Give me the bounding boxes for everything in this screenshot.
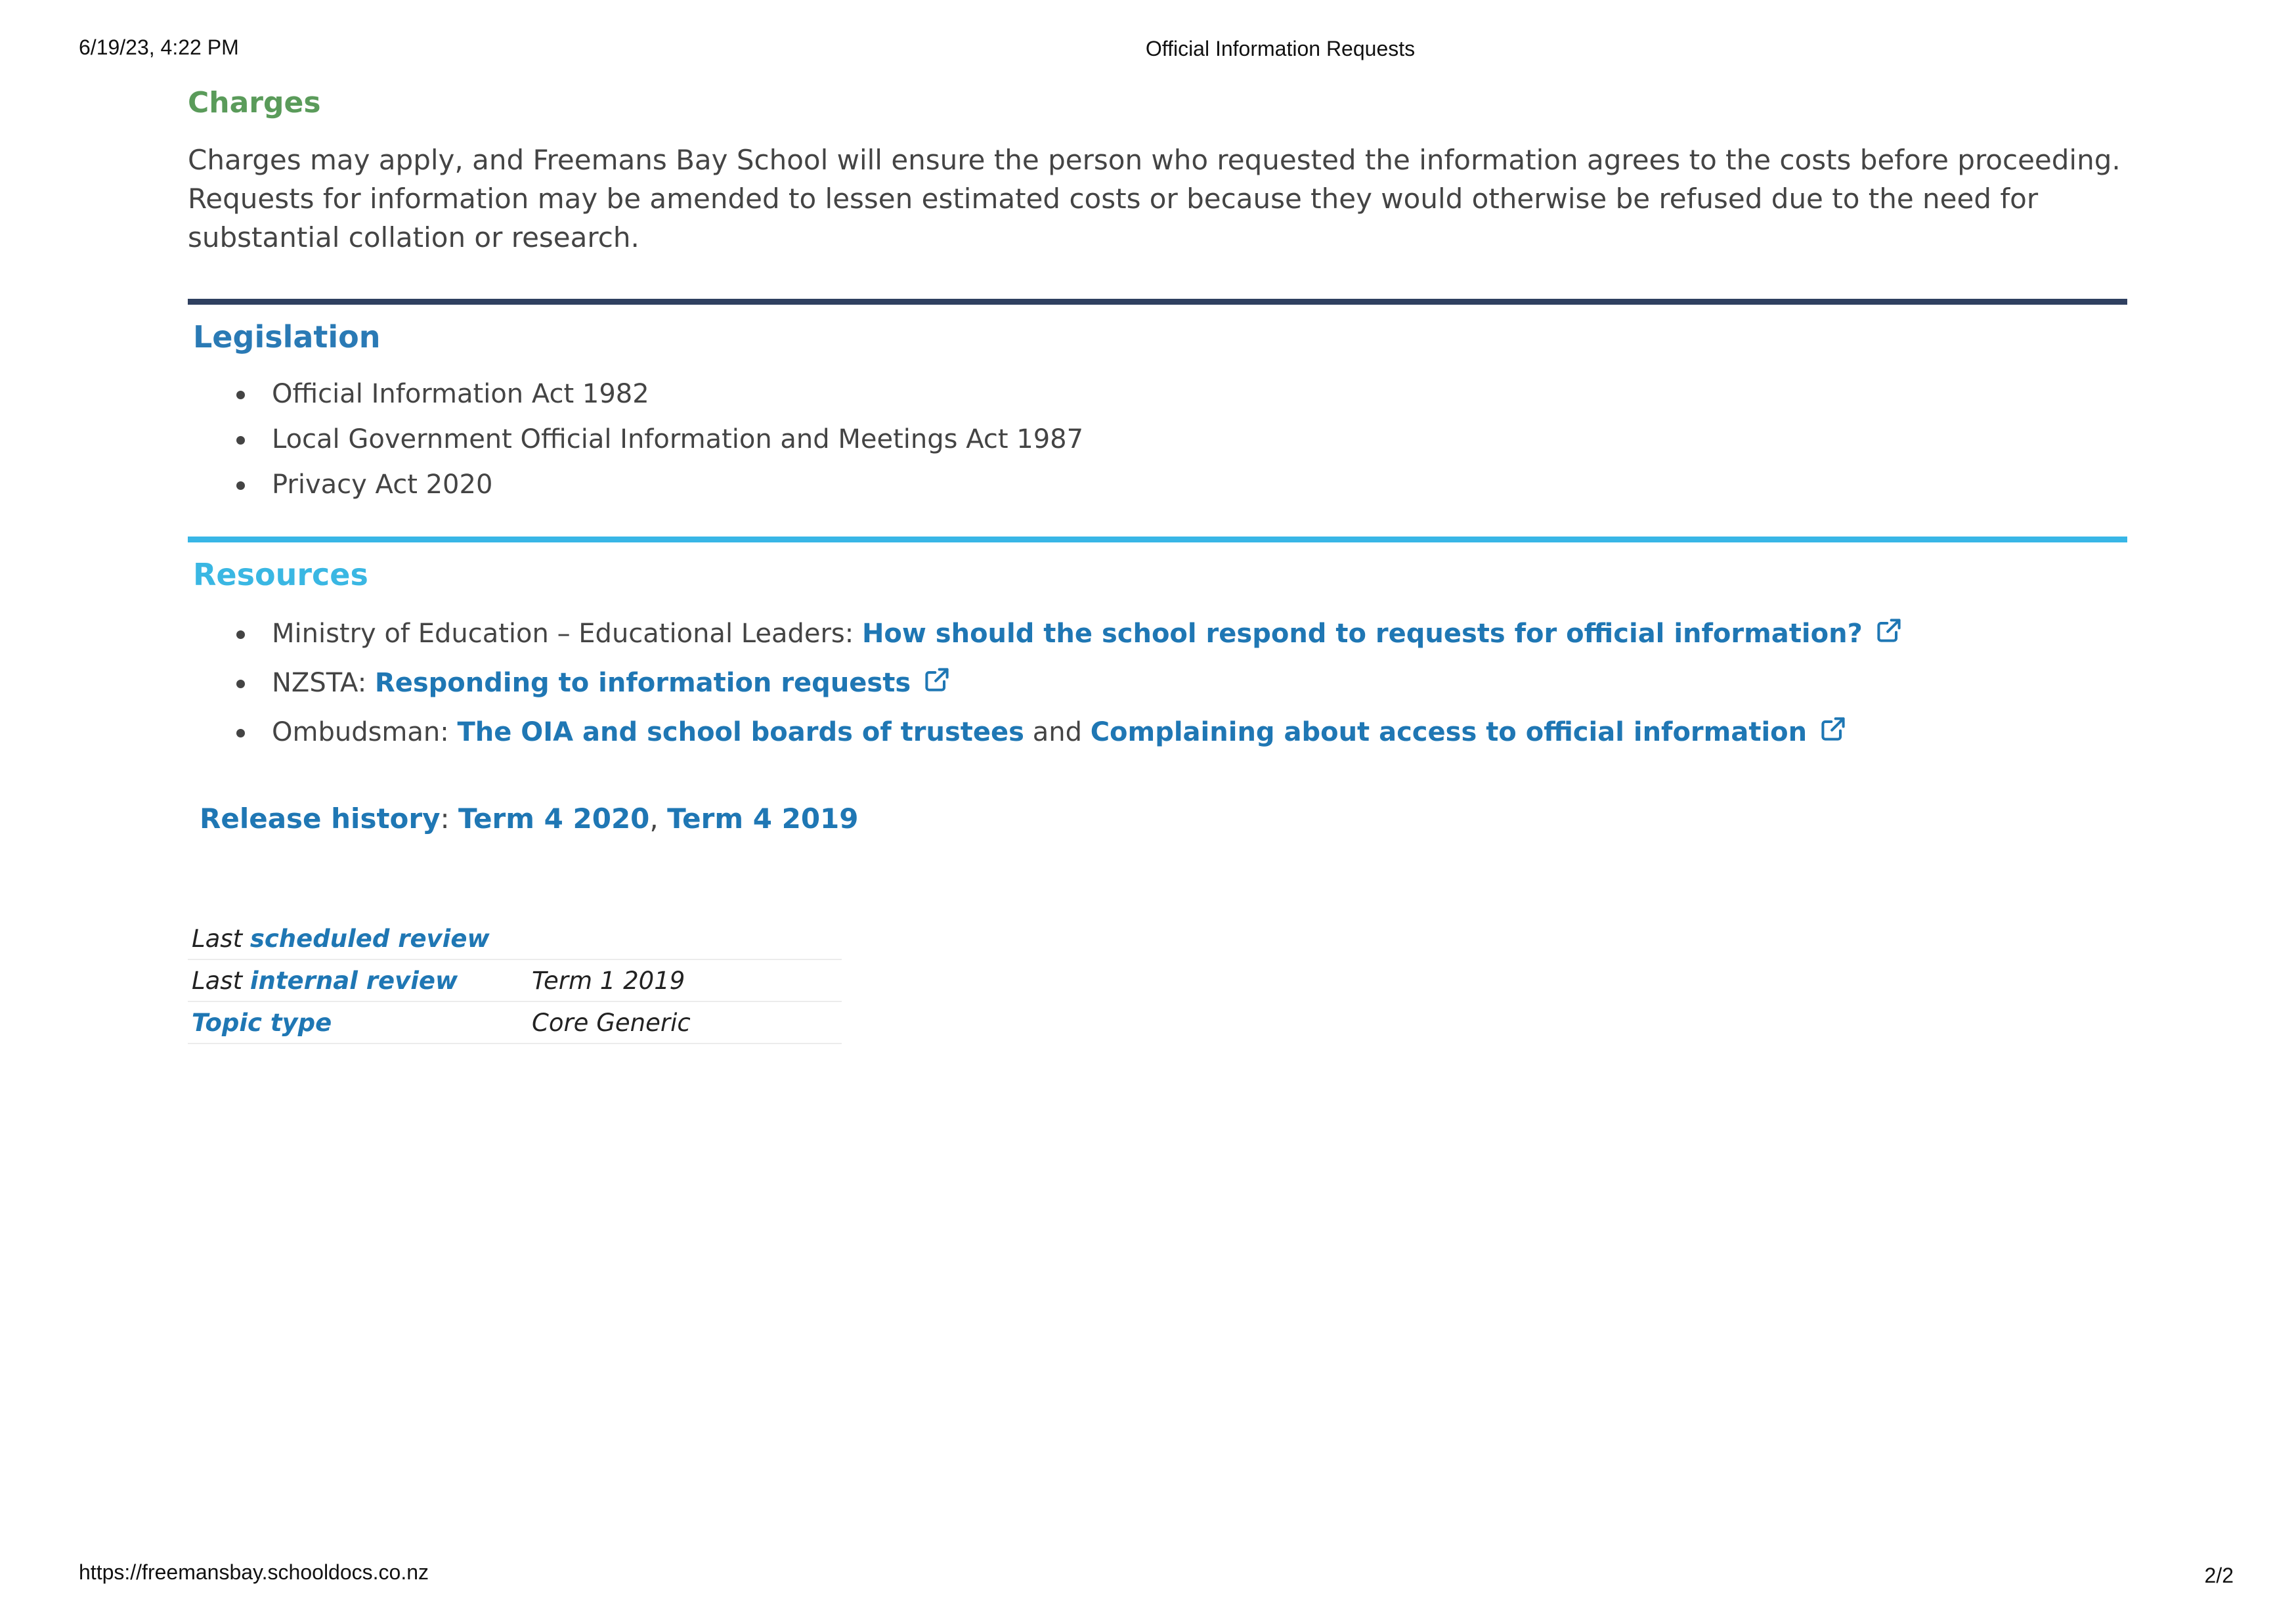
charges-heading: Charges: [188, 86, 321, 120]
legislation-list: [188, 372, 2127, 508]
list-item: [188, 708, 2127, 757]
release-term-4-2020-link[interactable]: Term 4 2020: [458, 802, 650, 835]
meta-prefix: Last: [192, 966, 250, 995]
external-link-icon[interactable]: [1819, 714, 1848, 743]
scheduled-review-link[interactable]: scheduled review: [249, 924, 490, 953]
table-row: [188, 959, 842, 1001]
print-header-title: Official Information Requests: [1145, 37, 1416, 60]
external-link-icon[interactable]: [922, 665, 951, 694]
resources-heading: Resources: [193, 557, 368, 592]
meta-value: [528, 918, 842, 959]
meta-value: Core Generic: [528, 1001, 842, 1043]
bullet-icon: [236, 630, 245, 639]
resource-source-label: NZSTA:: [272, 668, 375, 698]
policy-content: [188, 72, 2127, 839]
resource-conjunction: and: [1024, 717, 1091, 747]
resource-source-label: Ministry of Education – Educational Leaders:: [272, 619, 862, 649]
legislation-item-label: Privacy Act 2020: [272, 470, 493, 500]
meta-label-cell: [188, 959, 528, 1001]
list-item: [188, 462, 2127, 508]
meta-label-cell: [188, 918, 528, 959]
table-row: [188, 1001, 842, 1043]
bullet-icon: [236, 481, 245, 490]
legislation-item-label: Local Government Official Information and Meetings Act 1987: [272, 424, 1084, 454]
release-history-separator: ,: [649, 802, 668, 835]
review-meta-table: [188, 918, 842, 1044]
print-footer-url: https://freemansbay.schooldocs.co.nz: [79, 1560, 429, 1584]
bullet-icon: [236, 436, 245, 445]
topic-type-link[interactable]: Topic type: [192, 1008, 332, 1037]
release-history-link[interactable]: Release history: [200, 802, 441, 835]
resources-list: [188, 609, 2127, 757]
release-history-colon: :: [440, 802, 458, 835]
resources-divider: [188, 537, 2127, 542]
legislation-item-label: Official Information Act 1982: [272, 379, 649, 409]
print-footer-page-number: 2/2: [2204, 1564, 2234, 1587]
charges-text: Charges may apply, and Freemans Bay School will ensure the person who requested the information agrees to the costs before proceeding. Requests for information may be amended to lessen estimated costs or because they would otherwise be refused due to the need for substantial collation or research.: [188, 144, 2121, 253]
list-item: [188, 417, 2127, 462]
print-header-date: 6/19/23, 4:22 PM: [79, 35, 239, 59]
legislation-divider: [188, 299, 2127, 305]
ombudsman-oia-link[interactable]: The OIA and school boards of trustees: [457, 717, 1024, 747]
ombudsman-complaining-link[interactable]: Complaining about access to official information: [1090, 717, 1808, 747]
meta-value: Term 1 2019: [528, 959, 842, 1001]
legislation-heading: Legislation: [193, 319, 381, 355]
table-row: [188, 918, 842, 959]
bullet-icon: [236, 680, 245, 688]
meta-label-cell: [188, 1001, 528, 1043]
internal-review-link[interactable]: internal review: [249, 966, 458, 995]
meta-prefix: Last: [192, 924, 250, 953]
list-item: [188, 659, 2127, 708]
resource-source-label: Ombudsman:: [272, 717, 458, 747]
nzsta-responding-link[interactable]: Responding to information requests: [374, 668, 911, 698]
release-term-4-2019-link[interactable]: Term 4 2019: [667, 802, 859, 835]
list-item: [188, 609, 2127, 659]
moe-official-info-link[interactable]: How should the school respond to requests for official information?: [861, 619, 1863, 649]
release-history: [200, 799, 2127, 839]
bullet-icon: [236, 729, 245, 737]
external-link-icon[interactable]: [1874, 616, 1903, 645]
bullet-icon: [236, 391, 245, 399]
list-item: [188, 372, 2127, 417]
